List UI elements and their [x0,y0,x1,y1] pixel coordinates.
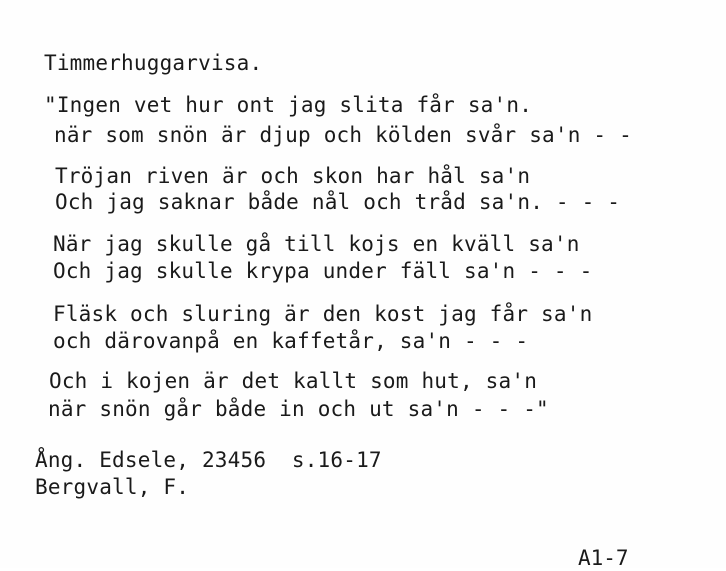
stanza-5-line-1: Och i kojen är det kallt som hut, sa'n [49,369,538,393]
stanza-5-line-2: när snön går både in och ut sa'n - - -" [48,397,549,421]
stanza-3-line-1: När jag skulle gå till kojs en kväll sa'n [53,232,580,256]
source-location: Ång. Edsele, 23456 s.16-17 [35,448,382,472]
song-title: Timmerhuggarvisa. [44,51,263,75]
stanza-3-line-2: Och jag skulle krypa under fäll sa'n - - - [53,259,593,283]
stanza-4-line-1: Fläsk och sluring är den kost jag får sa'n [53,302,593,326]
stanza-4-line-2: och därovanpå en kaffetår, sa'n - - - [53,329,529,353]
stanza-1-line-1: "Ingen vet hur ont jag slita får sa'n. [44,93,533,117]
source-informant: Bergvall, F. [35,475,190,499]
stanza-2-line-1: Tröjan riven är och skon har hål sa'n [55,164,531,188]
catalog-number: A1-7 [578,546,629,570]
stanza-1-line-2: när som snön är djup och kölden svår sa'n - - [54,123,632,147]
stanza-2-line-2: Och jag saknar både nål och tråd sa'n. - - - [55,190,621,214]
